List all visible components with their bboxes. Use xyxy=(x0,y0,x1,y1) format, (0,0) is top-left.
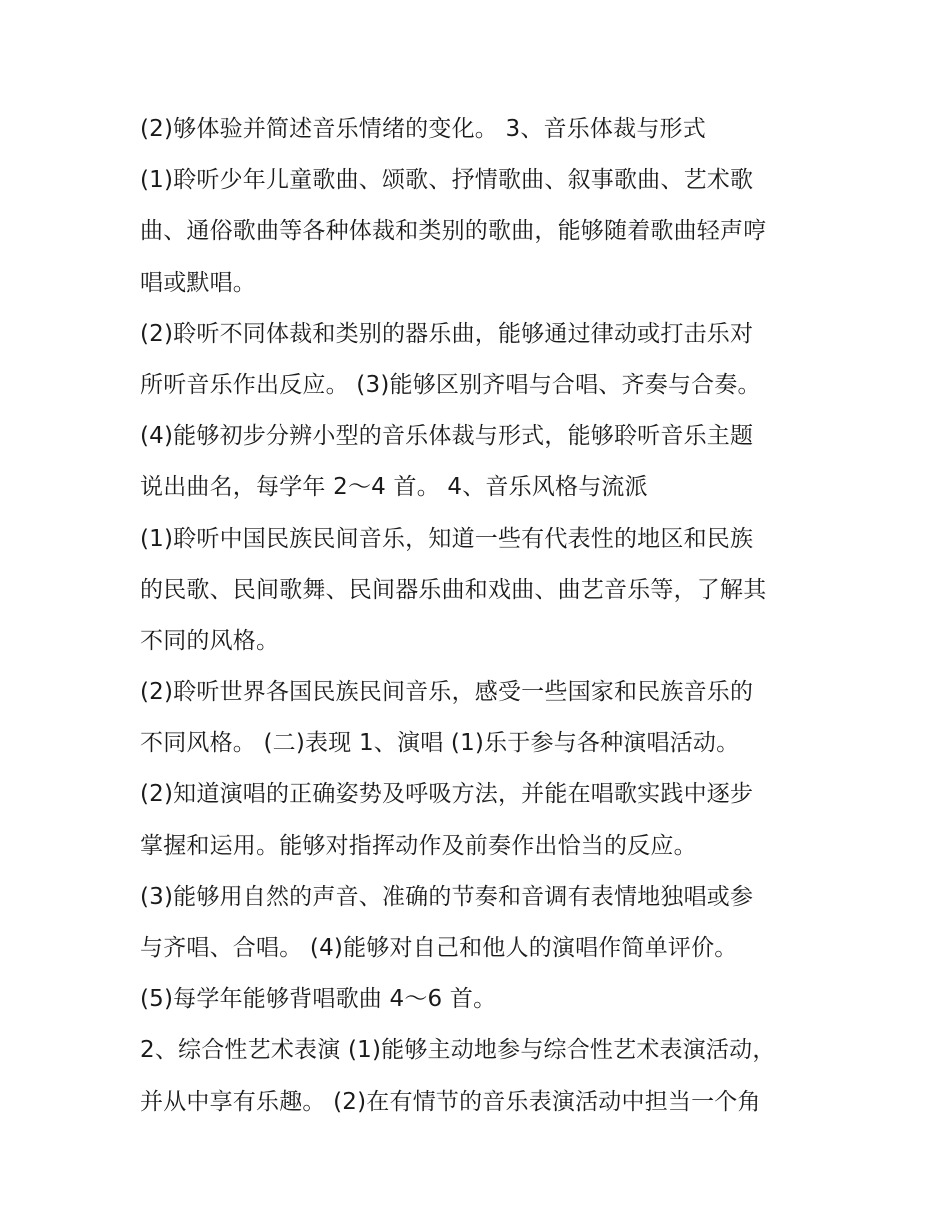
text-line: 并从中享有乐趣。 (2)在有情节的音乐表演活动中担当一个角 xyxy=(140,1088,761,1115)
text-line: (1)聆听少年儿童歌曲、颂歌、抒情歌曲、叙事歌曲、艺术歌 xyxy=(140,167,754,194)
text-line: (2)够体验并简述音乐情绪的变化。 3、音乐体裁与形式 xyxy=(140,116,706,142)
text-line: 不同风格。 (二)表现 1、演唱 (1)乐于参与各种演唱活动。 xyxy=(140,730,740,757)
document-body xyxy=(140,104,830,1128)
text-line: (4)能够初步分辨小型的音乐体裁与形式，能够聆听音乐主题 xyxy=(140,423,754,450)
text-line: (2)聆听世界各国民族民间音乐，感受一些国家和民族音乐的 xyxy=(140,679,754,706)
text-line: 不同的风格。 xyxy=(140,627,280,654)
text-line: 与齐唱、合唱。 (4)能够对自己和他人的演唱作简单评价。 xyxy=(140,935,738,961)
text-line: (3)能够用自然的声音、准确的节奏和音调有表情地独唱或参 xyxy=(140,883,754,910)
text-line: 说出曲名，每学年 2～4 首。 4、音乐风格与流派 xyxy=(140,474,648,501)
text-line: 2、综合性艺术表演 (1)能够主动地参与综合性艺术表演活动， xyxy=(140,1037,776,1064)
text-line: 唱或默唱。 xyxy=(140,269,256,296)
text-line: 掌握和运用。能够对指挥动作及前奏作出恰当的反应。 xyxy=(140,832,697,859)
text-line: (5)每学年能够背唱歌曲 4～6 首。 xyxy=(140,986,497,1013)
text-line: (2)聆听不同体裁和类别的器乐曲，能够通过律动或打击乐对 xyxy=(140,320,754,347)
text-line: (1)聆听中国民族民间音乐，知道一些有代表性的地区和民族 xyxy=(140,525,754,552)
text-line: 的民歌、民间歌舞、民间器乐曲和戏曲、曲艺音乐等，了解其 xyxy=(140,576,767,603)
text-line: 所听音乐作出反应。 (3)能够区别齐唱与合唱、齐奏与合奏。 xyxy=(140,371,761,398)
text-line: (2)知道演唱的正确姿势及呼吸方法，并能在唱歌实践中逐步 xyxy=(140,781,754,808)
text-line: 曲、通俗歌曲等各种体裁和类别的歌曲，能够随着歌曲轻声哼 xyxy=(140,218,767,245)
